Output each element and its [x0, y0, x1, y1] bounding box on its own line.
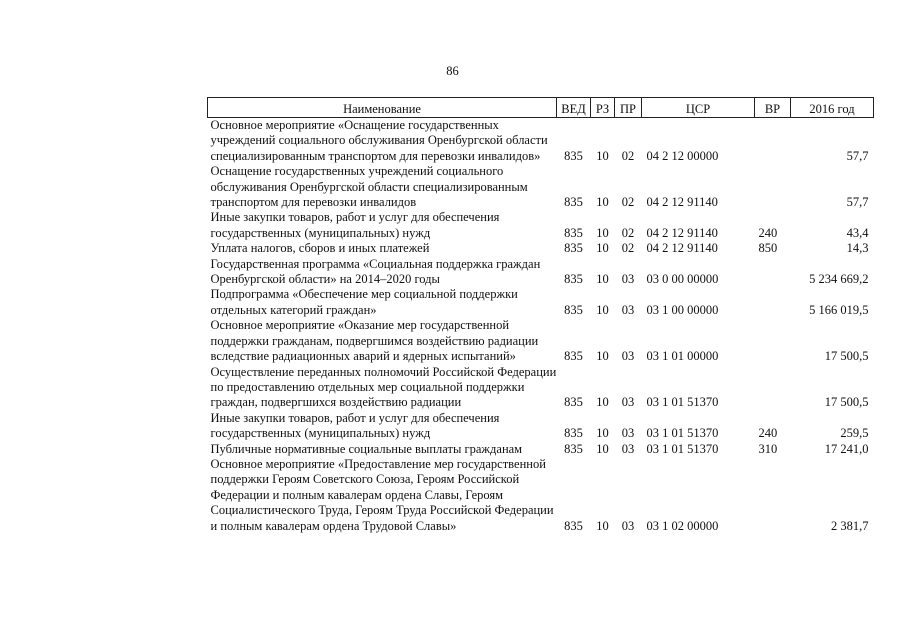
- row-amount: 259,5: [840, 426, 869, 441]
- row-ved: 835: [564, 195, 583, 210]
- row-vr: 240: [758, 225, 778, 240]
- table-row: [208, 257, 874, 288]
- row-vr: [755, 365, 791, 411]
- row-rz: 10: [596, 272, 609, 287]
- row-pr: 02: [621, 225, 635, 240]
- row-name: Иные закупки товаров, работ и услуг для обеспечения государственных (муниципальных) нужд: [210, 210, 500, 240]
- table-row: [208, 118, 874, 165]
- row-pr: 02: [621, 241, 635, 256]
- header-rz: РЗ: [591, 98, 615, 118]
- table-row: [208, 442, 874, 457]
- row-ved: 835: [564, 518, 583, 533]
- header-ved: ВЕД: [557, 98, 591, 118]
- row-csr: 04 2 12 91140: [646, 241, 718, 256]
- row-name: Оснащение государственных учреждений социального обслуживания Оренбургской области специализированным транспортом для перевозки инвалидов: [210, 164, 528, 210]
- row-rz: 10: [596, 195, 609, 210]
- row-name: Публичные нормативные социальные выплаты гражданам: [210, 441, 523, 456]
- row-vr: 240: [758, 426, 778, 441]
- row-amount: 5 234 669,2: [809, 272, 869, 287]
- row-amount: 17 241,0: [824, 441, 869, 456]
- row-name: Государственная программа «Социальная поддержка граждан Оренбургской области» на 2014–2020 годы: [210, 256, 541, 287]
- row-csr: 03 1 02 00000: [646, 518, 719, 533]
- row-amount: 43,4: [846, 225, 869, 240]
- header-year: 2016 год: [791, 98, 874, 118]
- row-name: Иные закупки товаров, работ и услуг для обеспечения государственных (муниципальных) нужд: [210, 410, 500, 441]
- row-pr: 03: [621, 272, 635, 287]
- row-ved: 835: [564, 426, 583, 441]
- row-ved: 835: [564, 441, 583, 456]
- header-csr: ЦСР: [642, 98, 755, 118]
- row-csr: 03 0 00 00000: [646, 272, 719, 287]
- row-ved: 835: [564, 349, 583, 364]
- row-amount: 57,7: [846, 195, 869, 210]
- row-csr: 04 2 12 91140: [646, 195, 718, 210]
- page-number: 86: [446, 64, 459, 78]
- row-vr: [755, 118, 791, 165]
- row-pr: 03: [621, 302, 635, 317]
- row-amount: 2 381,7: [831, 518, 869, 533]
- table-row: [208, 411, 874, 442]
- row-vr: [755, 318, 791, 364]
- row-name: Подпрограмма «Обеспечение мер социальной поддержки отдельных категорий граждан»: [210, 287, 518, 317]
- row-vr: [755, 164, 791, 210]
- row-rz: 10: [596, 395, 609, 410]
- row-amount: 5 166 019,5: [809, 302, 869, 317]
- row-amount: 17 500,5: [824, 349, 869, 364]
- row-name: Основное мероприятие «Оснащение государственных учреждений социального обслуживания Оренбургской области специализированным транспортом для перевозки инвалидов»: [210, 118, 548, 163]
- row-rz: 10: [596, 441, 609, 456]
- table-row: [208, 457, 874, 534]
- row-name: Основное мероприятие «Оказание мер государственной поддержки гражданам, подвергшимся воздействию радиации вследствие радиационных аварий и ядерных испытаний»: [210, 318, 539, 364]
- table-body: [208, 118, 874, 534]
- row-csr: 03 1 00 00000: [646, 302, 719, 317]
- row-csr: 03 1 01 00000: [646, 349, 719, 364]
- header-pr: ПР: [615, 98, 642, 118]
- table-header-row: [208, 98, 874, 118]
- row-name: Осуществление переданных полномочий Российской Федерации по предоставлению отдельных мер социальной поддержки граждан, подвергшихся воздействию радиации: [210, 364, 557, 410]
- table-row: [208, 318, 874, 364]
- table-row: [208, 287, 874, 318]
- row-amount: 57,7: [846, 148, 869, 163]
- row-csr: 03 1 01 51370: [646, 426, 719, 441]
- row-pr: 03: [621, 349, 635, 364]
- row-rz: 10: [596, 241, 609, 256]
- row-vr: [755, 287, 791, 318]
- row-rz: 10: [596, 349, 609, 364]
- row-pr: 03: [621, 395, 635, 410]
- header-name: Наименование: [208, 98, 557, 118]
- row-ved: 835: [564, 302, 583, 317]
- row-csr: 03 1 01 51370: [646, 441, 719, 456]
- row-csr: 04 2 12 00000: [646, 148, 719, 163]
- row-csr: 03 1 01 51370: [646, 395, 719, 410]
- budget-table: [207, 97, 874, 534]
- row-ved: 835: [564, 241, 583, 256]
- row-name: Уплата налогов, сборов и иных платежей: [210, 241, 430, 256]
- row-ved: 835: [564, 395, 583, 410]
- row-ved: 835: [564, 148, 583, 163]
- table-row: [208, 210, 874, 241]
- row-vr: [755, 257, 791, 288]
- row-csr: 04 2 12 91140: [646, 225, 718, 240]
- row-rz: 10: [596, 302, 609, 317]
- row-pr: 02: [621, 148, 635, 163]
- row-vr: 310: [758, 441, 778, 456]
- row-pr: 03: [621, 426, 635, 441]
- row-amount: 14,3: [846, 241, 869, 256]
- row-rz: 10: [596, 148, 609, 163]
- table-row: [208, 241, 874, 256]
- table-row: [208, 365, 874, 411]
- row-name: Основное мероприятие «Предоставление мер государственной поддержки Героям Советского Союза, Героям Российской Федерации и полным кавалерам ордена Славы, Героям Социалистического Труда, Героям Труда Российской Федерации и полным кавалерам ордена Трудовой Славы»: [210, 456, 554, 533]
- row-pr: 03: [621, 518, 635, 533]
- row-rz: 10: [596, 518, 609, 533]
- row-vr: 850: [758, 241, 778, 256]
- row-rz: 10: [596, 225, 609, 240]
- row-vr: [755, 457, 791, 534]
- table-row: [208, 164, 874, 210]
- row-ved: 835: [564, 272, 583, 287]
- header-vr: ВР: [755, 98, 791, 118]
- row-amount: 17 500,5: [824, 395, 869, 410]
- row-ved: 835: [564, 225, 583, 240]
- row-pr: 02: [621, 195, 635, 210]
- row-rz: 10: [596, 426, 609, 441]
- row-pr: 03: [621, 441, 635, 456]
